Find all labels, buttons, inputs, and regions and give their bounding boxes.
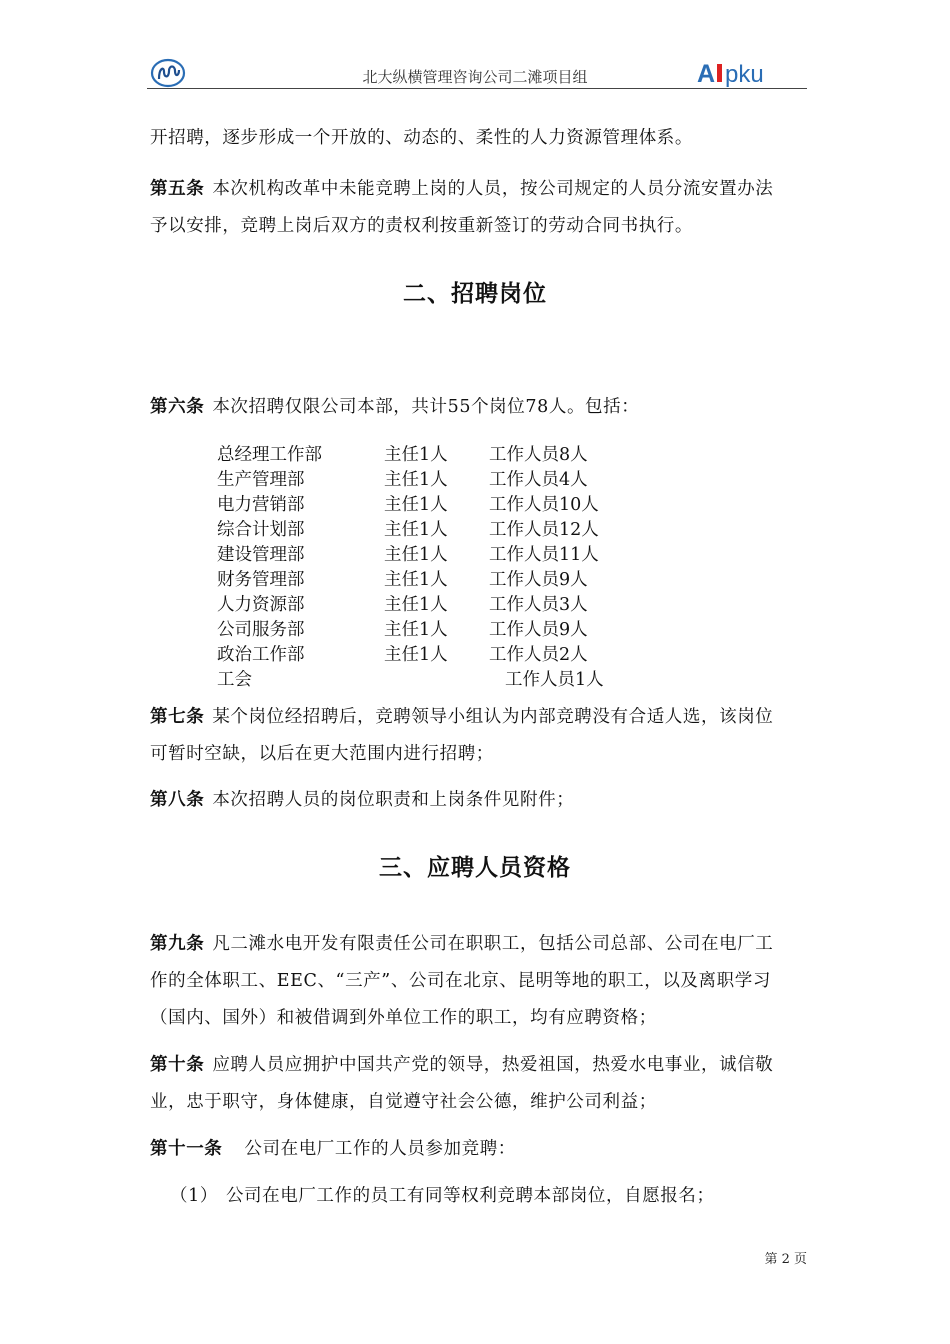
article-label: 第七条 [150,707,205,727]
head-cell: 主任1人 [384,545,448,565]
article-text: 本次招聘仅限公司本部，共计55个岗位78人。包括： [212,397,640,417]
article-5 [150,175,773,200]
staff-cell: 工作人员4人 [489,470,588,490]
article-label: 第十条 [150,1055,205,1075]
dept-cell: 综合计划部 [217,520,305,540]
article-text: 公司在电厂工作的人员参加竞聘： [244,1139,516,1159]
head-cell: 主任1人 [384,645,448,665]
staff-cell: 工作人员9人 [489,620,588,640]
section-heading: 三、应聘人员资格 [379,854,571,881]
article-text: 本次机构改革中未能竞聘上岗的人员，按公司规定的人员分流安置办法 [212,179,774,199]
staff-cell: 工作人员8人 [489,445,588,465]
head-cell: 主任1人 [384,495,448,515]
aipku-logo [697,58,797,88]
paragraph-line: 开招聘，逐步形成一个开放的、动态的、柔性的人力资源管理体系。 [150,128,693,148]
staff-cell: 工作人员9人 [489,570,588,590]
svg-text:pku: pku [725,61,764,88]
head-cell: 主任1人 [384,570,448,590]
article-label: 第八条 [150,790,205,810]
head-cell: 主任1人 [384,445,448,465]
article-8 [150,786,574,811]
dept-cell: 建设管理部 [217,545,305,565]
header-rule [147,88,807,89]
svg-text:A: A [697,60,716,88]
dept-cell: 公司服务部 [217,620,305,640]
dept-cell: 财务管理部 [217,570,305,590]
head-cell: 主任1人 [384,520,448,540]
paragraph-line: 作的全体职工、EEC、“三产”、公司在北京、昆明等地的职工，以及离职学习 [150,971,771,991]
header-title: 北大纵横管理咨询公司二滩项目组 [362,68,588,86]
dept-cell: 工会 [217,670,252,690]
list-number: （1） [170,1186,218,1206]
article-text: 某个岗位经招聘后，竞聘领导小组认为内部竞聘没有合适人选，该岗位 [212,707,774,727]
article-9 [150,930,773,955]
paragraph-line: （国内、国外）和被借调到外单位工作的职工，均有应聘资格； [150,1008,657,1028]
list-item [170,1182,715,1207]
head-cell: 主任1人 [384,620,448,640]
page-number: 第 2 页 [764,1252,807,1267]
head-cell: 主任1人 [384,470,448,490]
article-label: 第六条 [150,397,205,417]
staff-cell: 工作人员3人 [489,595,588,615]
list-text: 公司在电厂工作的员工有同等权利竞聘本部岗位，自愿报名； [225,1186,715,1206]
article-11 [150,1135,516,1160]
staff-cell: 工作人员2人 [489,645,588,665]
section-heading: 二、招聘岗位 [403,280,547,307]
dept-cell: 电力营销部 [217,495,305,515]
article-text: 应聘人员应拥护中国共产党的领导，热爱祖国，热爱水电事业，诚信敬 [212,1055,774,1075]
paragraph-line: 予以安排，竞聘上岗后双方的责权利按重新签订的劳动合同书执行。 [150,216,693,236]
dept-cell: 人力资源部 [217,595,305,615]
article-label: 第五条 [150,179,205,199]
staff-cell: 工作人员12人 [489,520,599,540]
paragraph-line: 可暂时空缺，以后在更大范围内进行招聘； [150,744,494,764]
article-label: 第九条 [150,934,205,954]
paragraph-line: 业，忠于职守，身体健康，自觉遵守社会公德，维护公司利益； [150,1092,657,1112]
article-text: 凡二滩水电开发有限责任公司在职职工，包括公司总部、公司在电厂工 [212,934,774,954]
staff-cell: 工作人员11人 [489,545,599,565]
article-6 [150,393,639,418]
dept-cell: 总经理工作部 [217,445,322,465]
dept-cell: 生产管理部 [217,470,305,490]
staff-cell: 工作人员1人 [505,670,604,690]
article-text: 本次招聘人员的岗位职责和上岗条件见附件； [212,790,575,810]
staff-cell: 工作人员10人 [489,495,599,515]
article-label: 第十一条 [150,1139,223,1159]
article-10 [150,1051,773,1076]
article-7 [150,703,773,728]
head-cell: 主任1人 [384,595,448,615]
dept-cell: 政治工作部 [217,645,305,665]
